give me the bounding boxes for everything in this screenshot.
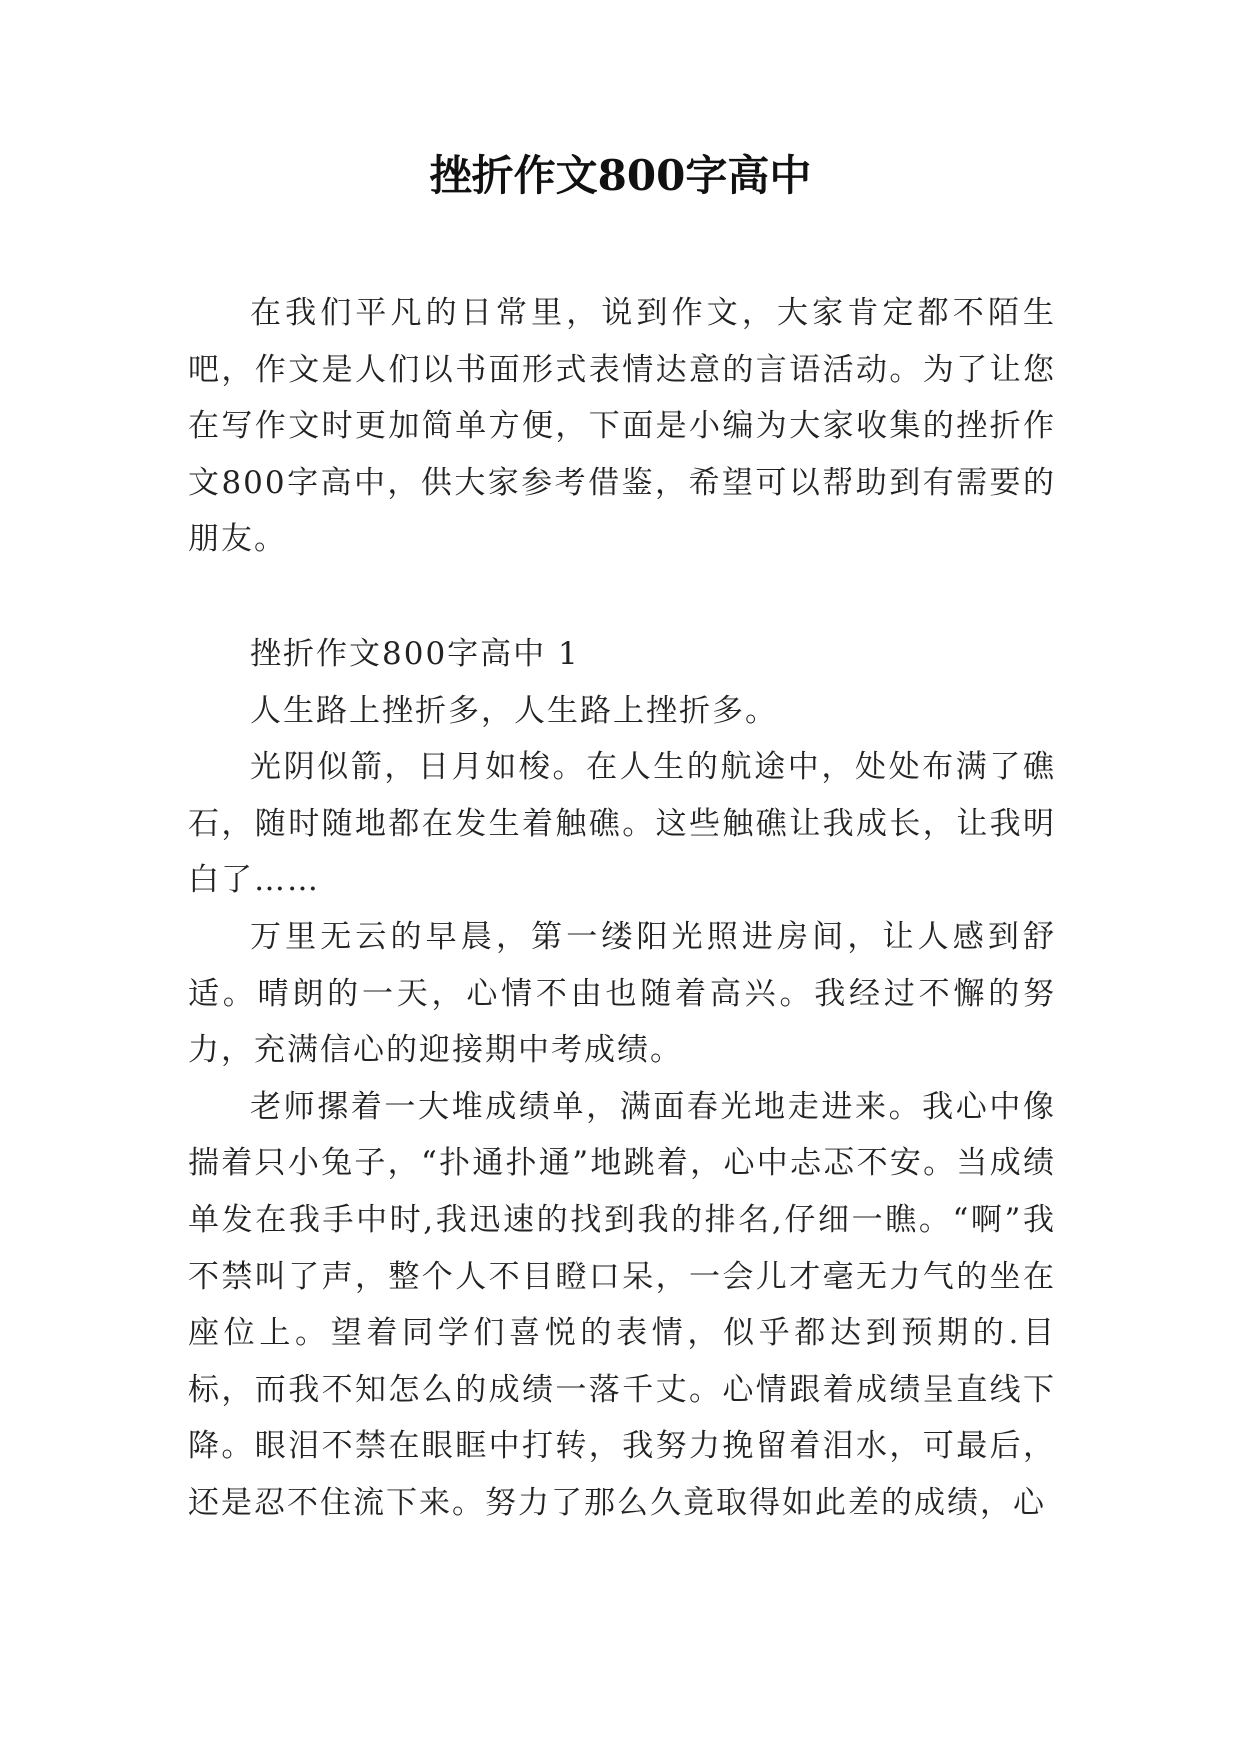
- paragraph-spacer: [188, 568, 1056, 626]
- body-paragraph-4: 老师摞着一大堆成绩单，满面春光地走进来。我心中像揣着只小兔子，“扑通扑通”地跳着，心中忐忑不安。当成绩单发在我手中时,我迅速的找到我的排名,仔细一瞧。“啊”我不禁叫了声，整个人不目瞪口呆，一会儿才毫无力气的坐在座位上。望着同学们喜悦的表情，似乎都达到预期的.目标，而我不知怎么的成绩一落千丈。心情跟着成绩呈直线下降。眼泪不禁在眼眶中打转，我努力挽留着泪水，可最后，还是忍不住流下来。努力了那么久竟取得如此差的成绩，心: [188, 1088, 1056, 1521]
- page-title: 挫折作文800字高中: [429, 151, 812, 200]
- body-paragraph-3: 万里无云的早晨，第一缕阳光照进房间，让人感到舒适。晴朗的一天，心情不由也随着高兴。我经过不懈的努力，充满信心的迎接期中考成绩。: [188, 918, 1056, 1069]
- intro-paragraph: 在我们平凡的日常里，说到作文，大家肯定都不陌生吧，作文是人们以书面形式表情达意的言语活动。为了让您在写作文时更加简单方便，下面是小编为大家收集的挫折作文800字高中，供大家参考借鉴，希望可以帮助到有需要的朋友。: [188, 295, 1056, 558]
- body-paragraph-1: 人生路上挫折多，人生路上挫折多。: [250, 692, 778, 729]
- body-paragraph-2: 光阴似箭，日月如梭。在人生的航途中，处处布满了礁石，随时随地都在发生着触礁。这些触礁让我成长，让我明白了……: [188, 749, 1056, 899]
- document-body: [188, 285, 1056, 1531]
- section-heading: 挫折作文800字高中 1: [250, 635, 580, 672]
